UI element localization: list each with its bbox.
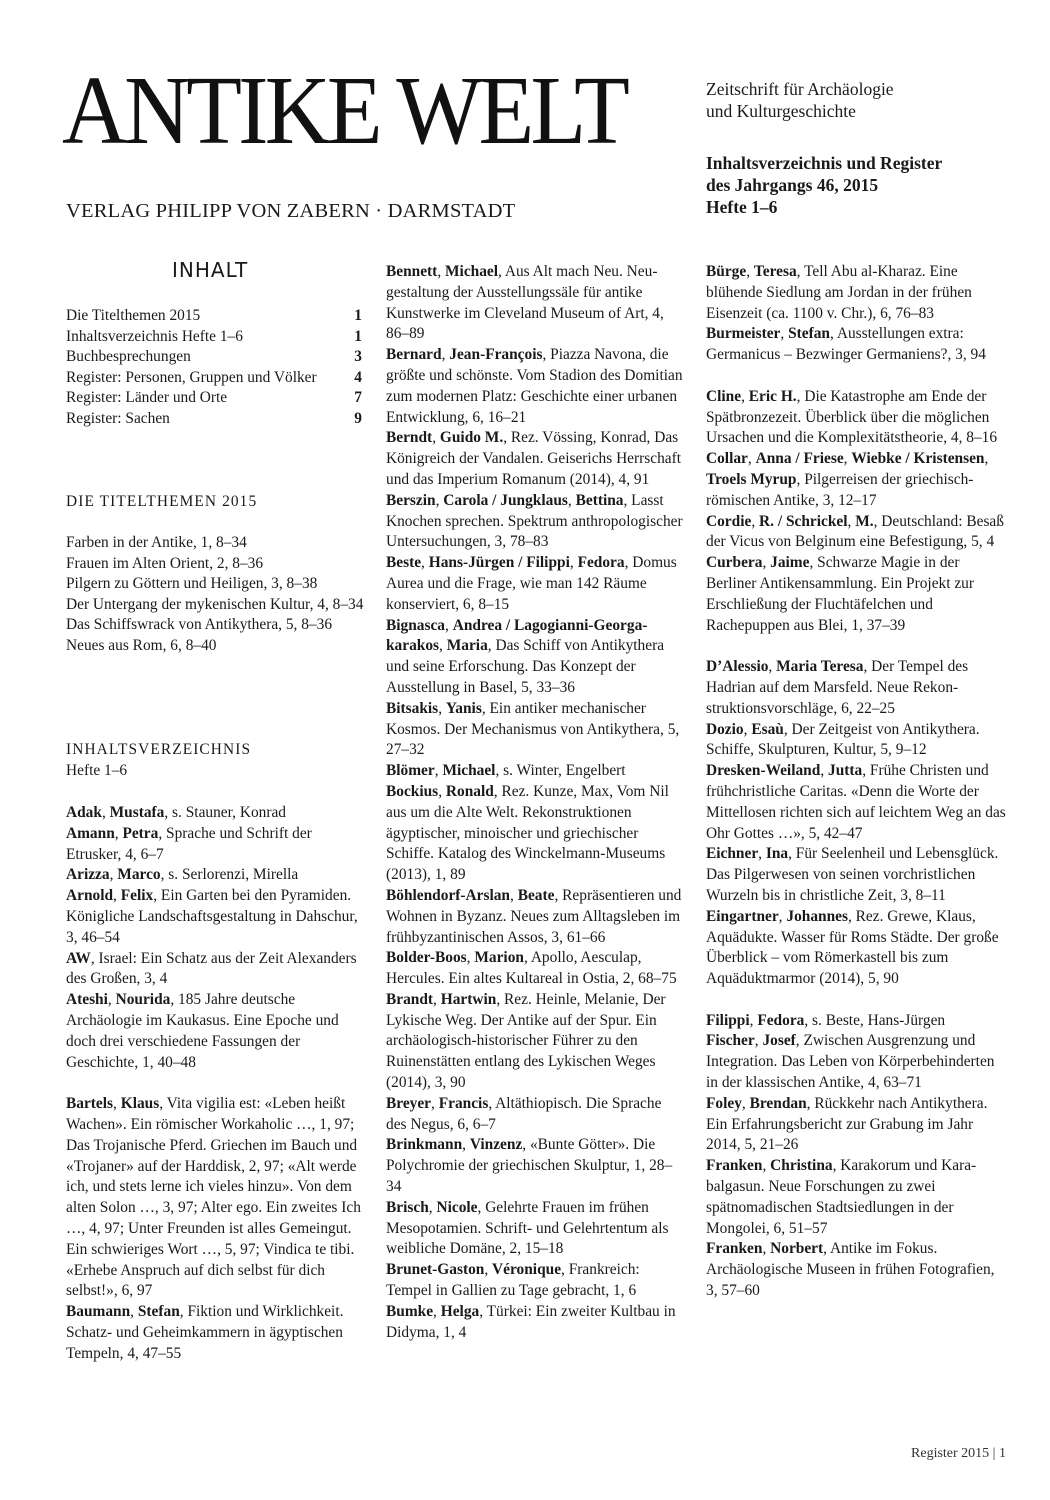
author-name: Curbera [706, 554, 763, 572]
name-separator: , [431, 1094, 439, 1112]
author-name: Jean-François [449, 346, 543, 364]
index-entry [706, 449, 1008, 511]
author-name: Blömer [386, 762, 435, 780]
author-name: Eric H. [748, 387, 797, 405]
name-separator: , [428, 1198, 437, 1216]
index-entry [66, 824, 364, 866]
toc-label: Die Titelthemen 2015 [66, 307, 201, 324]
entry-text: , s. Serlorenzi, Mirella [160, 866, 299, 884]
author-name: Amann [66, 824, 115, 842]
index-entry [386, 886, 684, 948]
author-name: Bernard [386, 346, 442, 364]
name-separator: , [437, 263, 446, 280]
entry-text: , Aus Alt mach Neu. Neugestaltung der Ausstellungssäle für antike Kunstwerke im Cleveland Museum of Art, 4, 86–89 [386, 263, 664, 343]
entry-text: , Lasst Knochen sprechen. Spektrum anthropologischer Untersuchungen, 3, 78–83 [386, 491, 683, 551]
index-entry [706, 512, 1008, 554]
author-name: Bartels [66, 1095, 114, 1113]
name-separator: , [130, 1303, 138, 1321]
index-entry [706, 907, 1008, 990]
author-name: M. [855, 512, 874, 530]
author-name: Brandt [386, 990, 434, 1008]
name-separator: , [466, 949, 475, 967]
entry-text: , 185 Jahre deutsche Archäologie im Kaukasus. Eine Epoche und doch drei verschiedene Fassungen der Geschichte, 1, 40–48 [66, 991, 339, 1071]
index-column-3 [706, 262, 1008, 1302]
author-name: Hans-Jürgen / Filippi [428, 554, 570, 572]
index-entry [386, 990, 684, 1094]
title-theme-item: Neues aus Rom, 6, 8–40 [66, 636, 217, 654]
author-name: Klaus [120, 1095, 160, 1113]
index-entry [66, 803, 364, 824]
author-name: Marco [117, 866, 161, 884]
table-of-contents [66, 306, 362, 429]
name-separator: , [746, 263, 754, 280]
entry-text: , Ein Garten bei den Pyramiden. Königliche Landschaftsgestaltung in Dahschur, 3, 46–54 [66, 887, 358, 946]
author-name: Norbert [770, 1240, 824, 1258]
author-name: Bennett [386, 263, 438, 280]
toc-row[interactable] [66, 409, 362, 430]
name-separator: , [751, 512, 760, 530]
name-separator: , [780, 325, 789, 343]
author-name: Josef [762, 1032, 796, 1050]
toc-page-number: 1 [354, 307, 362, 324]
index-entry [706, 553, 1008, 636]
author-name: Filippi [706, 1011, 750, 1029]
author-name: Arnold [66, 887, 114, 905]
name-separator: , [484, 1261, 493, 1279]
entry-text: , «Bunte Götter». Die Polychromie der griechischen Skulptur, 1, 28–34 [386, 1136, 673, 1196]
author-name: Mustafa [109, 804, 165, 821]
name-separator: , [743, 720, 752, 738]
toc-label: Inhaltsverzeichnis Hefte 1–6 [66, 327, 243, 345]
entry-text: , Gelehrte Frauen im frühen Mesopotamien. Schrift- und Gelehrtentum als weibliche Domäne, 2, 15–18 [386, 1198, 669, 1258]
entry-text: , Rez. Grewe, Klaus, Aquädukte. Wasser für Roms Städte. Der große Überblick – vom Römerkastell bis zum Aquäduktmarmor (2014), 5, 90 [706, 907, 999, 988]
toc-label: Register: Personen, Gruppen und Völker [66, 368, 317, 386]
contents-heading: INHALT [172, 258, 249, 282]
index-entry [386, 1094, 684, 1136]
author-name: Fedora [577, 554, 625, 572]
author-name: Eingartner [706, 907, 779, 925]
author-name: Ateshi [66, 991, 108, 1009]
index-entry [386, 616, 684, 699]
name-separator: , [113, 1095, 121, 1113]
register-title [706, 152, 1036, 218]
author-name: Dresken-Weiland [706, 762, 821, 780]
index-entry [706, 1031, 1008, 1093]
author-name: AW [66, 949, 91, 967]
index-entry [66, 886, 364, 948]
author-name: Bettina [575, 491, 624, 509]
author-name: Johannes [786, 907, 848, 925]
author-name: Carola / Jungklaus [443, 491, 568, 509]
index-entry [706, 1156, 1008, 1239]
author-name: Beate [517, 886, 555, 904]
entry-text: , Repräsentieren und Wohnen in Byzanz. Neues zum Alltagsleben im frühbyzantinischen Assos, 3, 61–66 [386, 886, 682, 946]
author-name: Böhlendorf-Arslan [386, 886, 510, 904]
name-separator: , [768, 658, 777, 676]
entry-text: , s. Winter, Engelbert [495, 762, 626, 780]
publisher-line: VERLAG PHILIPP VON ZABERN · DARMSTADT [66, 200, 516, 222]
author-name: Brisch [386, 1198, 429, 1216]
author-name: Maria [446, 637, 488, 655]
title-themes-heading: DIE TITELTHEMEN 2015 [66, 493, 258, 510]
entry-text: , Für Seelenheil und Lebensglück. Das Pilgerwesen von seinen vorchristlichen Wurzeln bis in christliche Zeit, 3, 8–11 [706, 845, 999, 904]
author-name: Breyer [386, 1094, 432, 1112]
index-entry [386, 1302, 684, 1344]
index-entry [386, 761, 684, 782]
name-separator: , [820, 762, 829, 780]
subtitle-line: und Kulturgeschichte [706, 101, 856, 121]
name-separator: , [567, 491, 576, 509]
author-name: Maria Teresa [776, 658, 864, 676]
entry-text: , Antike im Fokus. Archäologische Museen in frühen Fotografien, 3, 57–60 [706, 1240, 995, 1300]
name-separator: , [984, 450, 989, 468]
index-subheading: Hefte 1–6 [66, 762, 128, 779]
name-separator: , [421, 554, 429, 572]
toc-page-number: 1 [354, 327, 362, 345]
magazine-logo: ANTIKE WELT [62, 57, 627, 165]
author-name: Baumann [66, 1303, 131, 1321]
toc-row[interactable] [66, 388, 362, 409]
author-name: Anna / Friese [755, 450, 844, 468]
author-name: Stefan [137, 1303, 180, 1321]
entry-text: , Ein antiker mechanischer Kosmos. Der Mechanismus von Antikythera, 5, 27–32 [386, 699, 680, 759]
author-name: R. / Schrickel [759, 512, 848, 530]
name-separator: , [441, 346, 450, 364]
title-theme-item: Pilgern zu Göttern und Heiligen, 3, 8–38 [66, 575, 318, 592]
entry-text: , Vita vigilia est: «Leben heißt Wachen». Ein römischer Workaholic …, 1, 97; Das Trojanische Pferd. Griechen im Bauch und «Trojaner» auf der Harddisk, 2, 97; «Alt werde ich, und stets lerne ich vieles hinzu». Von dem alten Solon …, 3, 97; Alter ego. Ein zweites Ich …, 4, 97; Unter Freunden ist alles Gemeingut. Ein schwieriges Wort …, 5, 97; Vindica te tibi. «Erhebe Anspruch auf dich selbst für dich selbst!», 6, 97 [66, 1095, 361, 1300]
author-name: Franken [706, 1240, 763, 1258]
name-separator: , [569, 554, 578, 572]
name-separator: , [433, 1302, 441, 1320]
index-entry [706, 387, 1008, 449]
name-separator: , [754, 1032, 763, 1050]
index-entry [706, 262, 1008, 324]
entry-text: , Rez. Kunze, Max, Vom Nil aus um die Alte Welt. Rekonstruktionen ägyptischer, minoischer und griechischer Schiffe. Katalog des Winckelmann-Museums (2013), 1, 89 [386, 782, 669, 884]
name-separator: , [432, 429, 440, 447]
toc-label: Buchbesprechungen [66, 348, 191, 365]
author-name: Bolder-Boos [386, 949, 467, 967]
title-themes-list [66, 533, 366, 656]
index-entry [386, 948, 684, 990]
name-separator: , [435, 491, 444, 509]
author-name: Bumke [386, 1302, 434, 1320]
name-separator: , [445, 616, 453, 634]
toc-page-number: 7 [354, 389, 362, 406]
author-name: Vinzenz [469, 1136, 523, 1154]
entry-text: , Frühe Christen und frühchristliche Caritas. «Denn die Worte der Mittellosen richten sich auf leichtem Weg an das Ohr Gottes …», 5, 42–47 [706, 762, 1006, 842]
author-name: Bürge [706, 263, 747, 280]
author-name: Esaù [751, 720, 784, 738]
author-name: Eichner [706, 845, 759, 863]
index-column-2 [386, 262, 684, 1343]
toc-page-number: 4 [354, 368, 362, 386]
title-theme-item: Das Schiffswrack von Antikythera, 5, 8–36 [66, 616, 333, 633]
index-entry [706, 844, 1008, 906]
author-name: Hartwin [440, 990, 497, 1008]
index-entry [706, 657, 1008, 719]
author-name: Stefan [788, 325, 830, 343]
author-name: Michael [442, 762, 496, 780]
index-entry [386, 345, 684, 428]
toc-row[interactable] [66, 306, 362, 327]
index-entry [706, 324, 1008, 366]
author-name: Arizza [66, 866, 110, 884]
author-name: Brendan [749, 1094, 807, 1112]
index-entry [706, 720, 1008, 762]
entry-text: , Tell Abu al-Kharaz. Eine blühende Siedlung am Jordan in der frühen Eisenzeit (ca. 1100 v. Chr.), 6, 76–83 [706, 263, 972, 322]
toc-label: Register: Länder und Orte [66, 389, 228, 406]
index-entry [386, 428, 684, 490]
author-name: Petra [122, 824, 159, 842]
author-name: Felix [120, 887, 154, 905]
name-separator: , [762, 1240, 771, 1258]
entry-text: , Fiktion und Wirklichkeit. Schatz- und Geheimkammern in ägyptischen Tempeln, 4, 47–55 [66, 1303, 344, 1362]
entry-text: , Apollo, Aesculap, Hercules. Ein altes Kultareal in Ostia, 2, 68–75 [386, 949, 677, 988]
entry-text: , Die Katastrophe am Ende der Spätbronzezeit. Überblick über die möglichen Ursachen und die Komplexitätstheorie, 4, 8–16 [706, 387, 998, 447]
entry-text: , Rückkehr nach Antikythera. Ein Erfahrungsbericht zur Grabung im Jahr 2014, 5, 21–26 [706, 1094, 988, 1154]
index-entry [66, 949, 364, 991]
author-name: Cordie [706, 512, 752, 530]
author-name: Helga [440, 1302, 480, 1320]
index-heading: INHALTSVERZEICHNIS [66, 741, 252, 758]
entry-text: , Das Schiff von Antikythera und seine Erforschung. Das Konzept der Ausstellung in Basel, 5, 33–36 [386, 637, 665, 696]
name-separator: , [107, 991, 116, 1009]
entry-text: , Türkei: Ein zweiter Kultbau in Didyma, 1, 4 [386, 1302, 676, 1341]
author-name: Burmeister [706, 325, 781, 343]
author-name: Michael [445, 263, 499, 280]
author-name: Bignasca [386, 616, 446, 634]
name-separator: , [434, 762, 443, 780]
author-name: Teresa [753, 263, 797, 280]
name-separator: , [439, 637, 447, 655]
page-footer: Register 2015 | 1 [911, 1446, 1006, 1461]
toc-page-number: 9 [354, 409, 362, 427]
index-entry [386, 699, 684, 761]
index-entry [386, 1135, 684, 1197]
index-entry [386, 782, 684, 886]
toc-label: Register: Sachen [66, 409, 170, 427]
magazine-subtitle [706, 78, 1026, 122]
entry-text: , s. Beste, Hans-Jürgen [804, 1011, 946, 1029]
author-name: Fischer [706, 1032, 755, 1050]
entry-text: , Piazza Navona, die größte und schönste. Vom Stadion des Domitian zum modernen Platz: Geschichte einer urbanen Entwicklung, 6, 16–21 [386, 346, 683, 426]
name-separator: , [843, 450, 852, 468]
author-name: Brunet-Gaston [386, 1261, 485, 1279]
author-name: Christina [770, 1157, 833, 1175]
author-name: Andrea / Lagogianni-Georgakarakos [386, 616, 648, 655]
author-name: Marion [474, 949, 524, 967]
entry-text: , Rez. Heinle, Melanie, Der Lykische Weg. Der Antike auf der Spur. Ein archäologisch-historischer Führer zu den Ruinenstätten entlang des Lykischen Weges (2014), 3, 90 [386, 990, 666, 1092]
entry-text: , Altäthiopisch. Die Sprache des Negus, 6, 6–7 [386, 1094, 662, 1133]
author-name: Wiebke / Kristensen [851, 450, 985, 468]
entry-text: , s. Stauner, Konrad [164, 804, 286, 821]
author-name: Foley [706, 1094, 742, 1112]
author-name: Berszin [386, 491, 436, 509]
title-theme-item: Frauen im Alten Orient, 2, 8–36 [66, 554, 264, 572]
name-separator: , [510, 886, 518, 904]
entry-text: , Israel: Ein Schatz aus der Zeit Alexanders des Großen, 3, 4 [66, 949, 357, 988]
toc-row[interactable] [66, 327, 362, 348]
name-separator: , [741, 387, 749, 405]
index-entry [386, 553, 684, 615]
name-separator: , [438, 699, 446, 717]
author-name: Troels Myrup [706, 470, 797, 488]
author-name: Dozio [706, 720, 744, 738]
index-entry [706, 1094, 1008, 1156]
entry-text: , Sprache und Schrift der Etrusker, 4, 6–7 [66, 824, 312, 863]
author-name: Beste [386, 554, 422, 572]
toc-row[interactable] [66, 368, 362, 389]
register-title-line: Inhaltsverzeichnis und Register [706, 153, 943, 173]
toc-row[interactable] [66, 347, 362, 368]
entry-text: , Schwarze Magie in der Berliner Antikensammlung. Ein Projekt zur Erschließung der Fluchtäfelchen und Rachepuppen aus Blei, 1, 37–39 [706, 554, 975, 634]
author-name: Nicole [436, 1198, 478, 1216]
entry-text: , Karakorum und Karabalgasun. Neue Forschungen zu zwei spätnomadischen Stadtsiedlungen in der Mongolei, 6, 51–57 [706, 1157, 977, 1237]
author-name: D’Alessio [706, 658, 769, 676]
index-entry [386, 1260, 684, 1302]
entry-text: , Zwischen Ausgrenzung und Integration. Das Leben von Körperbehinderten in der klassischen Antike, 4, 63–71 [706, 1032, 995, 1092]
index-entry [706, 761, 1008, 844]
toc-page-number: 3 [354, 348, 362, 365]
title-theme-item: Farben in der Antike, 1, 8–34 [66, 534, 247, 551]
author-name: Adak [66, 804, 102, 821]
index-column-1 [66, 803, 364, 1365]
subtitle-line: Zeitschrift für Archäologie [706, 79, 894, 99]
entry-text: , Rez. Vössing, Konrad, Das Königreich der Vandalen. Geiserichs Herrschaft und das Imperium Romanum (2014), 4, 91 [386, 429, 682, 488]
index-entry [66, 865, 364, 886]
name-separator: , [109, 866, 118, 884]
author-name: Francis [438, 1094, 489, 1112]
author-name: Fedora [757, 1011, 805, 1029]
index-entry [706, 1239, 1008, 1301]
register-title-line: des Jahrgangs 46, 2015 [706, 175, 879, 195]
author-name: Ronald [445, 782, 494, 800]
name-separator: , [778, 907, 787, 925]
author-name: Cline [706, 387, 742, 405]
name-separator: , [438, 782, 446, 800]
register-title-line: Hefte 1–6 [706, 197, 778, 217]
name-separator: , [747, 450, 756, 468]
author-name: Ina [765, 845, 789, 863]
name-separator: , [762, 1157, 771, 1175]
index-entry [386, 1198, 684, 1260]
author-name: Collar [706, 450, 748, 468]
author-name: Berndt [386, 429, 433, 447]
index-entry [386, 262, 684, 345]
entry-text: , Der Zeitgeist von Antikythera. Schiffe, Skulpturen, Kultur, 5, 9–12 [706, 720, 980, 759]
author-name: Véronique [492, 1261, 562, 1279]
author-name: Bockius [386, 782, 439, 800]
author-name: Jutta [828, 762, 863, 780]
title-theme-item: Der Untergang der mykenischen Kultur, 4, 8–34 [66, 595, 364, 613]
index-entry [66, 1094, 364, 1302]
name-separator: , [433, 990, 441, 1008]
name-separator: , [741, 1094, 750, 1112]
entry-text: , Der Tempel des Hadrian auf dem Marsfeld. Neue Rekonstruktionsvorschläge, 6, 22–25 [706, 658, 969, 717]
name-separator: , [749, 1011, 758, 1029]
author-name: Franken [706, 1157, 763, 1175]
name-separator: , [113, 887, 121, 905]
author-name: Brinkmann [386, 1136, 463, 1154]
index-entry [66, 990, 364, 1073]
entry-text: , Frankreich: Tempel in Gallien zu Tage gebracht, 1, 6 [386, 1261, 640, 1300]
index-entry [386, 491, 684, 553]
name-separator: , [462, 1136, 470, 1154]
author-name: Nourida [115, 991, 171, 1009]
name-separator: , [847, 512, 856, 530]
name-separator: , [101, 804, 110, 821]
name-separator: , [114, 824, 123, 842]
name-separator: , [758, 845, 766, 863]
entry-text: , Domus Aurea und die Frage, wie man 142 Räume konserviert, 6, 8–15 [386, 554, 677, 613]
author-name: Guido M. [439, 429, 504, 447]
name-separator: , [762, 554, 771, 572]
author-name: Jaime [770, 554, 810, 572]
entry-text: , Deutschland: Besaß der Vicus von Belginum eine Befestigung, 5, 4 [706, 512, 1004, 551]
entry-text: , Ausstellungen extra: Germanicus – Bezwinger Germaniens?, 3, 94 [706, 325, 986, 364]
index-entry [66, 1302, 364, 1364]
entry-text: , Pilgerreisen der griechisch-römischen Antike, 3, 12–17 [706, 470, 974, 509]
index-entry [706, 1011, 1008, 1032]
author-name: Bitsakis [386, 699, 439, 717]
author-name: Yanis [445, 699, 482, 717]
